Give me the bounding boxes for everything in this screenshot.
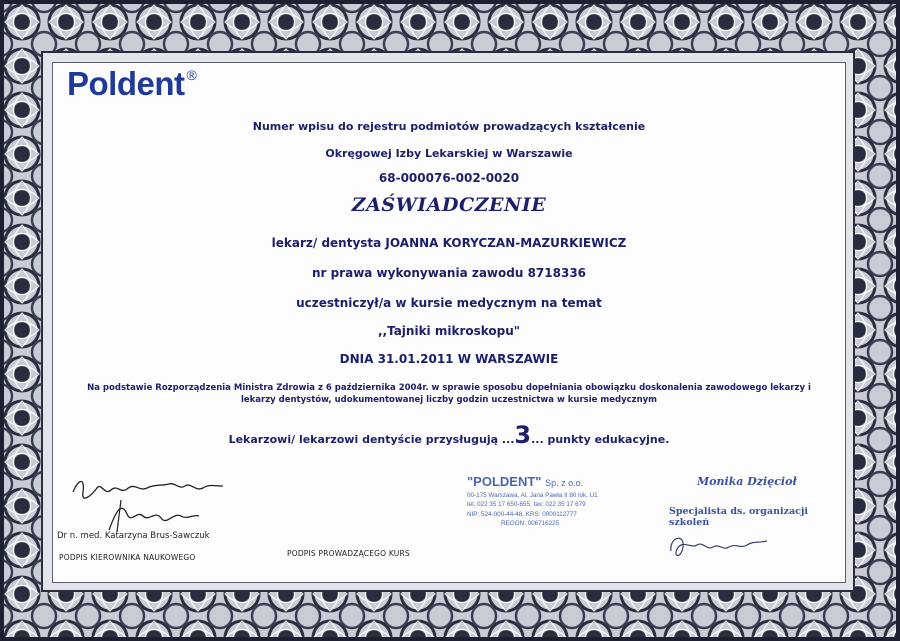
points-prefix: Lekarzowi/ lekarzowi dentyście przysługują ... [228,433,515,446]
stamp-address: 00-175 Warszawa, Al. Jana Pawła II 80 lok. U1 [467,491,598,499]
points-suffix: ... punkty edukacyjne. [531,433,670,446]
legal-basis-line-2: lekarzy dentystów, udokumentowanej liczby godzin uczestnictwa w kursie medycznym [240,395,658,405]
head-signature-label: PODPIS KIEROWNIKA NAUKOWEGO [59,553,196,562]
points-value: 3 [514,421,532,449]
organizer-signature-label: PODPIS PROWADZĄCEGO KURS [287,549,410,558]
certificate-title: ZAŚWIADCZENIE [351,194,547,216]
stamp-regon: REGON: 006716225 [501,520,560,527]
participation-line: uczestniczył/a w kursie medycznym na temat [296,296,602,310]
course-topic: ,,Tajniki mikroskopu" [377,324,521,338]
legal-basis-line-1: Na podstawie Rozporządzenia Ministra Zdrowia z 6 października 2004r. w sprawie sposobu dopełniania obowiązku doskonalenia zawodowego lekarzy i [87,383,811,393]
head-name: Dr n. med. Katarzyna Brus-Sawczuk [57,531,210,541]
coordinator-title: Specjalista ds. organizacji szkoleń [669,506,808,528]
stamp-company-suffix: Sp. z o.o. [545,478,584,488]
stamp-nip-krs: NIP: 524-000-44-48, KRS: 0000112777 [467,510,577,518]
license-line: nr prawa wykonywania zawodu 8718336 [311,266,587,280]
stamp-phones: tel. 022 35 17 650-655, fax: 022 35 17 679 [467,501,586,508]
coordinator-name: Monika Dzięcioł [697,475,797,488]
registry-line-1: Numer wpisu do rejestru podmiotów prowadzących kształcenie [252,120,646,133]
stamp-company: "POLDENT" [467,474,542,489]
poldent-logo: Poldent ® [67,65,197,102]
registry-number: 68-000076-002-0020 [378,171,520,185]
points-line [53,421,845,449]
course-date: DNIA 31.01.2011 W WARSZAWIE [339,352,559,366]
company-stamp [467,474,598,529]
certificate-body [52,62,846,583]
coordinator-signature [663,527,773,563]
registry-line-2: Okręgowej Izby Lekarskiej w Warszawie [325,147,573,160]
recipient-line: lekarz/ dentysta JOANNA KORYCZAN-MAZURKIEWICZ [271,236,627,250]
head-signature [69,470,269,534]
